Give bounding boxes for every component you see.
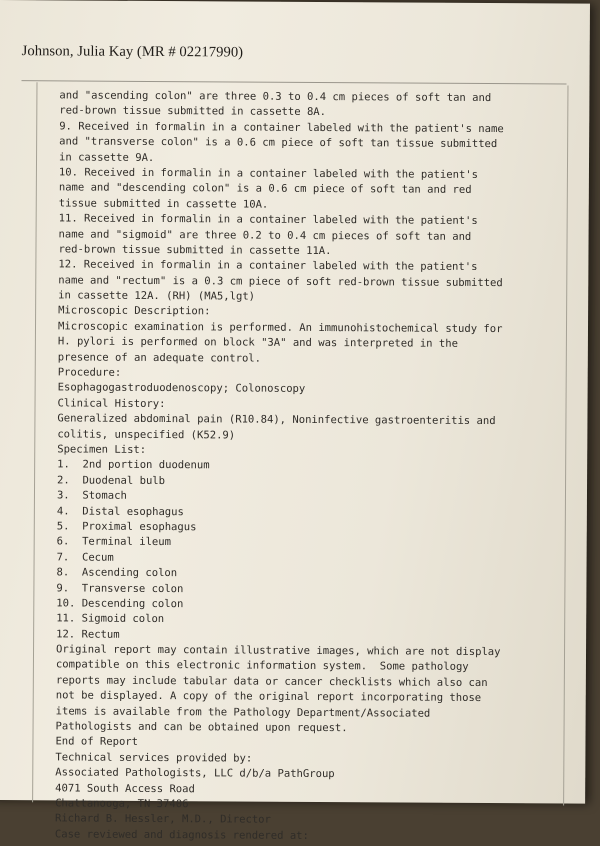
report-line: compatible on this electronic information system. Some pathology <box>55 658 469 674</box>
report-line: in cassette 9A. <box>59 150 155 164</box>
report-line: Case reviewed and diagnosis rendered at: <box>54 828 309 842</box>
report-line: Associated Pathologists, LLC d/b/a PathGroup <box>55 766 335 781</box>
report-line: 6. Terminal ileum <box>56 535 172 549</box>
report-line: 5. Proximal esophagus <box>56 520 197 534</box>
report-line: 4071 South Access Road <box>55 781 195 795</box>
report-line: Esophagogastroduodenoscopy; Colonoscopy <box>57 381 306 396</box>
report-line: and "ascending colon" are three 0.3 to 0.4 cm pieces of soft tan and <box>59 89 492 105</box>
report-line: Pathologists and can be obtained upon request. <box>55 720 348 735</box>
report-line: colitis, unspecified (K52.9) <box>57 427 236 442</box>
pathology-report-body <box>55 88 560 845</box>
report-line: items is available from the Pathology Department/Associated <box>55 705 431 720</box>
report-line: 2. Duodenal bulb <box>57 474 166 487</box>
report-line: Chattanooga, TN 37406 <box>55 797 189 811</box>
report-line: name and "descending colon" is a 0.6 cm piece of soft tan and red <box>58 181 472 197</box>
report-line: not be displayed. A copy of the original report incorporating those <box>55 689 482 705</box>
report-line: Specimen List: <box>57 443 147 456</box>
report-line: 9. Received in formalin in a container labeled with the patient's name <box>59 120 504 135</box>
report-line: 7. Cecum <box>56 551 114 564</box>
patient-header: Johnson, Julia Kay (MR # 02217990) <box>21 43 244 61</box>
report-line: 4. Distal esophagus <box>56 504 184 518</box>
report-line: Technical services provided by: <box>55 751 253 765</box>
report-line: Generalized abdominal pain (R10.84), Noninfective gastroenteritis and <box>57 412 496 428</box>
report-line: 1. 2nd portion duodenum <box>57 458 210 472</box>
report-line: red-brown tissue submitted in cassette 11A. <box>58 243 332 257</box>
report-line: Original report may contain illustrative images, which are not display <box>55 643 501 659</box>
report-line: Procedure: <box>57 366 122 379</box>
report-line: 12. Rectum <box>56 628 120 641</box>
report-line: 10. Descending colon <box>56 597 184 611</box>
report-line: name and "rectum" is a 0.3 cm piece of soft red-brown tissue submitted <box>58 274 503 289</box>
report-line: Clinical History: <box>57 397 166 410</box>
report-line: red-brown tissue submitted in cassette 8A. <box>59 104 327 119</box>
report-line: Richard B. Hessler, M.D., Director <box>54 812 271 827</box>
report-line: End of Report <box>55 735 139 749</box>
report-line: name and "sigmoid" are three 0.2 to 0.4 cm pieces of soft tan and <box>58 227 472 243</box>
report-line: 11. Received in formalin in a container labeled with the patient's <box>58 212 478 228</box>
report-line: 9. Transverse colon <box>56 581 184 595</box>
report-line: 3. Stomach <box>56 489 127 502</box>
report-line: reports may include tabular data or cancer checklists which also can <box>55 674 488 689</box>
report-line: 11. Sigmoid colon <box>56 612 165 626</box>
report-line: tissue submitted in cassette 10A. <box>58 197 269 211</box>
report-line: 10. Received in formalin in a container labeled with the patient's <box>58 166 479 181</box>
report-line: Microscopic examination is performed. An immunohistochemical study for <box>57 320 503 335</box>
report-line: in cassette 12A. (RH) (MA5,lgt) <box>58 289 256 303</box>
report-line: H. pylori is performed on block "3A" and was interpreted in the <box>57 335 458 351</box>
report-line: and "transverse colon" is a 0.6 cm piece of soft tan tissue submitted <box>59 135 498 151</box>
report-line: 8. Ascending colon <box>56 566 178 580</box>
report-line: 12. Received in formalin in a container labeled with the patient's <box>58 258 478 274</box>
report-line: Microscopic Description: <box>58 304 211 318</box>
report-line: presence of an adequate control. <box>57 351 262 365</box>
